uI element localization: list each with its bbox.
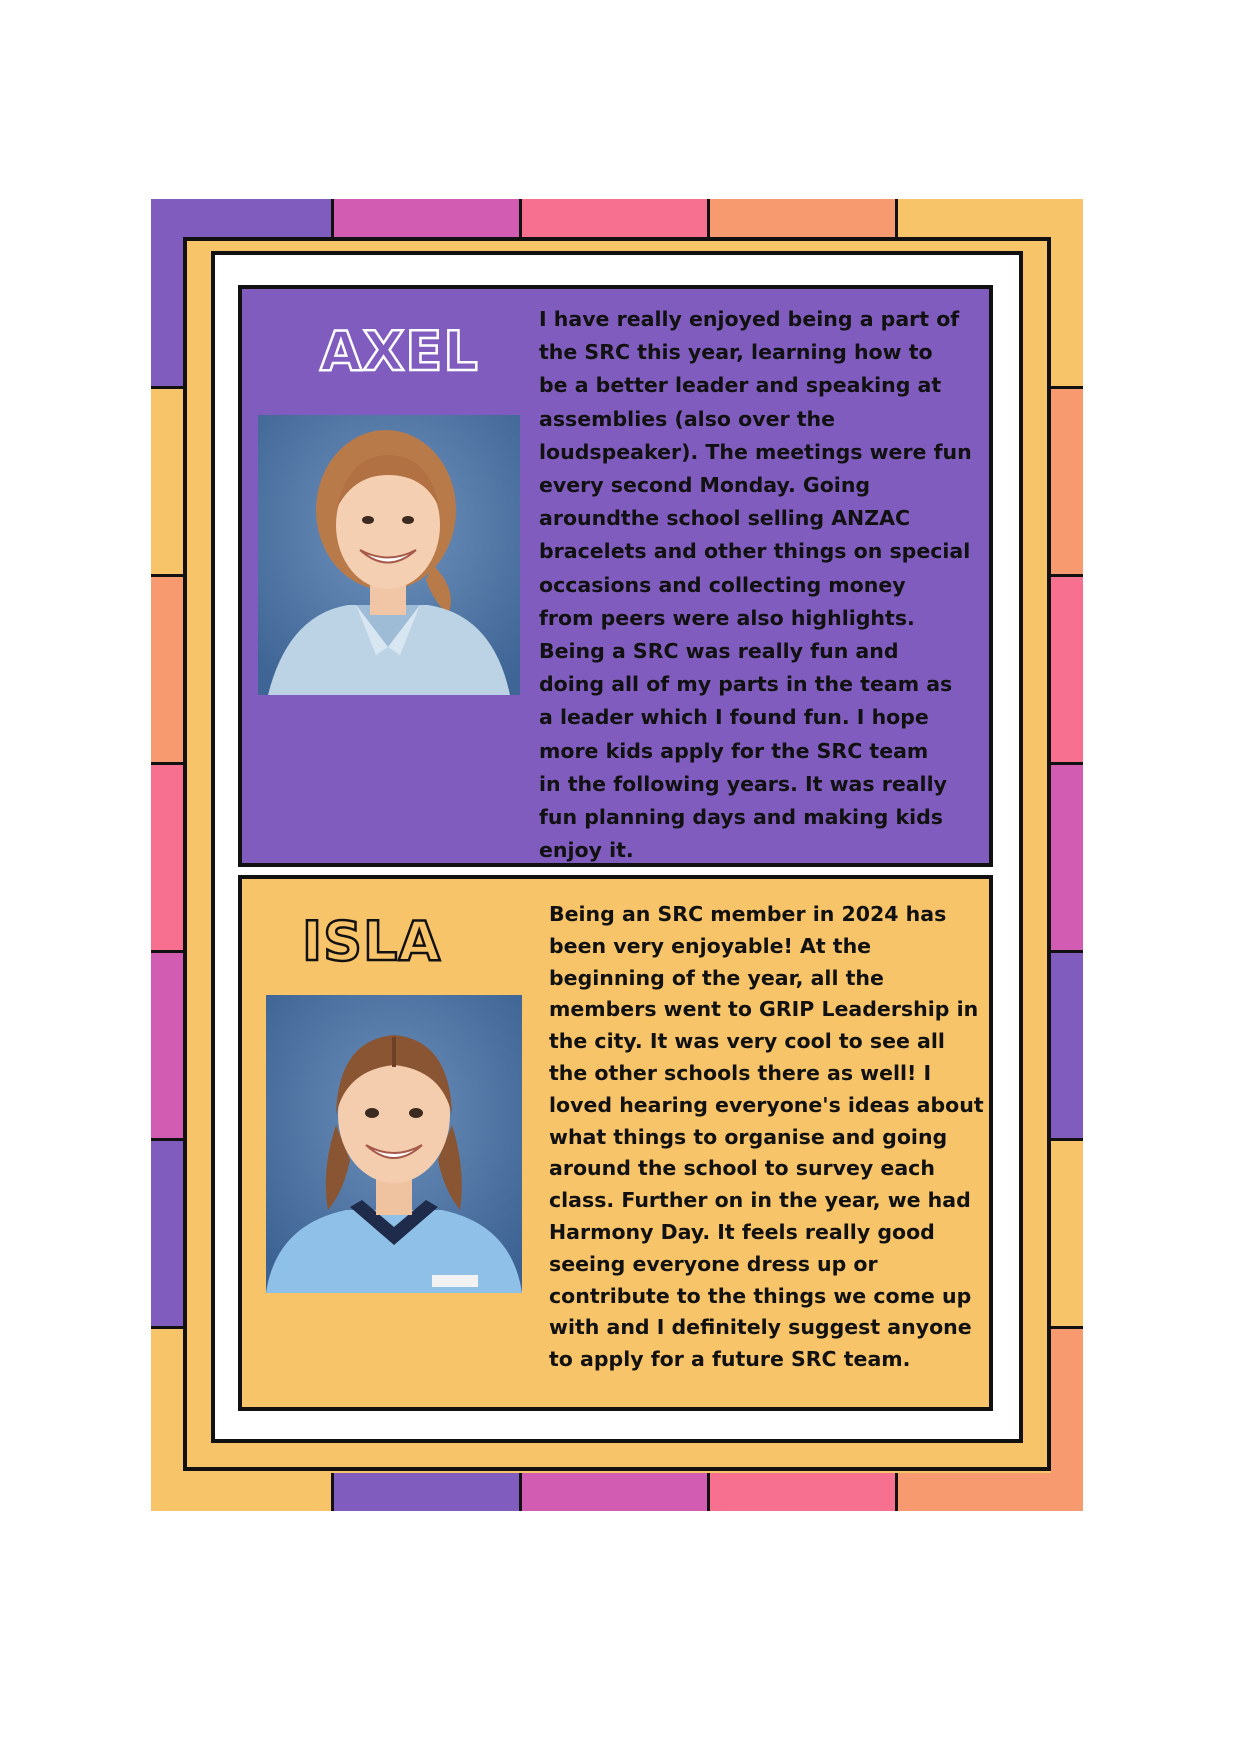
profile-photo [266,995,522,1293]
border-segment [709,1473,895,1511]
segment-divider [707,1473,710,1511]
segment-divider [151,1138,183,1141]
segment-divider [1051,762,1083,765]
segment-divider [519,199,522,237]
border-segment [521,1473,707,1511]
profile-panel-isla [238,875,993,1411]
segment-divider [331,1473,334,1511]
border-segment [333,199,519,237]
border-segment [151,764,183,950]
border-segment [1051,576,1083,762]
border-segment [151,388,183,574]
border-segment [151,1140,183,1326]
segment-divider [151,574,183,577]
profile-name: AXEL [320,320,479,383]
segment-divider [1051,574,1083,577]
border-segment [151,576,183,762]
border-segment [1051,199,1083,386]
segment-divider [331,199,334,237]
poster-background [151,199,1083,1511]
border-segment [1051,1328,1083,1511]
segment-divider [519,1473,522,1511]
segment-divider [707,199,710,237]
profile-photo [258,415,520,695]
border-segment [151,952,183,1138]
profile-story: I have really enjoyed being a part of the SRC this year, learning how to be a better leader and speaking at assemblies (also over the loudspeaker). The meetings were fun every second Monday. Going aroundthe school selling ANZAC bracelets and other things on special occasions and collecting money from peers were also highlights. Being a SRC was really fun and doing all of my parts in the team as a leader which I found fun. I hope more kids apply for the SRC team in the following years. It was really fun planning days and making kids enjoy it. [539,307,972,863]
portrait-girl-icon [266,995,522,1293]
border-segment [709,199,895,237]
border-segment [1051,764,1083,950]
profile-story: Being an SRC member in 2024 has been very enjoyable! At the beginning of the year, all the members went to GRIP Leadership in the city. It was very cool to see all the other schools there as well! I loved hearing everyone's ideas about what things to organise and going around the school to survey each class. Further on in the year, we had Harmony Day. It feels really good seeing everyone dress up or contribute to the things we come up with and I definitely suggest anyone to apply for a future SRC team. [549,902,984,1372]
border-segment [1051,952,1083,1138]
border-segment [521,199,707,237]
border-segment [1051,1140,1083,1326]
segment-divider [151,762,183,765]
border-segment [1051,388,1083,574]
profile-panel-axel [238,285,993,867]
segment-divider [1051,1138,1083,1141]
segment-divider [1051,950,1083,953]
segment-divider [151,386,183,389]
segment-divider [1051,386,1083,389]
border-segment [151,1328,183,1511]
segment-divider [151,950,183,953]
border-segment [151,199,183,386]
segment-divider [1051,1326,1083,1329]
portrait-girl-icon [258,415,520,695]
profile-name: ISLA [302,910,442,973]
segment-divider [151,1326,183,1329]
segment-divider [895,199,898,237]
border-segment [333,1473,519,1511]
segment-divider [895,1473,898,1511]
